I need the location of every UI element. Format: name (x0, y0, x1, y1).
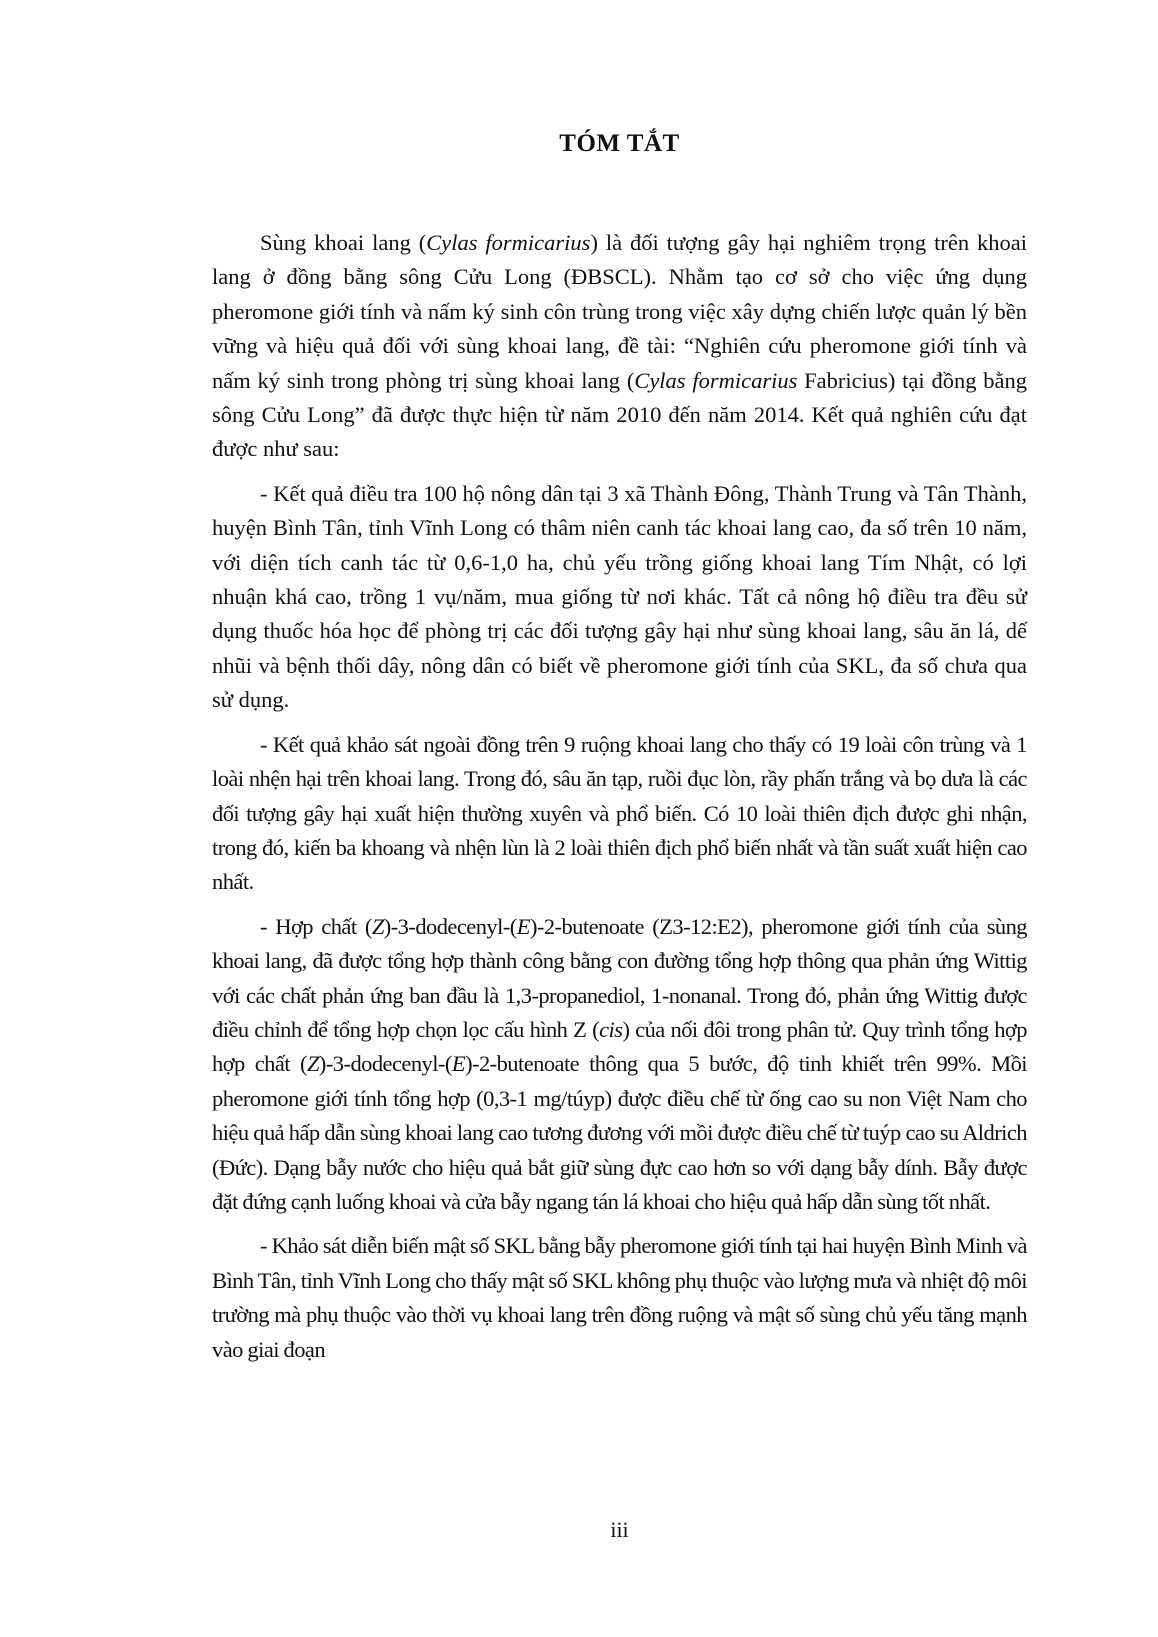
text-run: )-3-dodecenyl-( (318, 1051, 452, 1077)
text-run: - Kết quả điều tra 100 hộ nông dân tại 3 xã Thành Đông, Thành Trung và Tân Thành, huyện Bình Tân, tỉnh Vĩnh Long có thâm niên canh tác khoai lang cao, đa số trên 10 năm, với diện tích canh tác từ 0,6-1,0 ha, chủ yếu trồng giống khoai lang Tím Nhật, có lợi nhuận khá cao, trồng 1 vụ/năm, mua giống từ nơi khác. Tất cả nông hộ điều tra đều sử dụng thuốc hóa học để phòng trị các đối tượng gây hại như sùng khoai lang, sâu ăn lá, dế nhũi và bệnh thối dây, nông dân có biết về pheromone giới tính của SKL, đa số chưa qua sử dụng. (212, 480, 1027, 713)
italic-text: Cylas formicarius (426, 230, 591, 255)
italic-text: E (451, 1051, 466, 1077)
text-run: - Hợp chất ( (260, 913, 372, 939)
text-run: - Kết quả khảo sát ngoài đồng trên 9 ruộng khoai lang cho thấy có 19 loài côn trùng và 1 loài nhện hại trên khoai lang. Trong đó, sâu ăn tạp, ruồi đục lòn, rầy phấn trắng và bọ dưa là các đối tượng gây hại xuất hiện thường xuyên và phổ biến. Có 10 loài thiên địch được ghi nhận, trong đó, kiến ba khoang và nhện lùn là 2 loài thiên địch phổ biến nhất và tần suất xuất hiện cao nhất. (212, 731, 1027, 895)
text-run: )-3-dodecenyl-( (383, 913, 517, 939)
page-title: TÓM TẮT (559, 130, 680, 157)
text-run: ) là đối tượng gây hại nghiêm trọng trên khoai lang ở đồng bằng sông Cửu Long (ĐBSCL). Nhằm tạo cơ sở cho việc ứng dụng pheromone giới tính và nấm ký sinh côn trùng trong việc xây dựng chiến lược quản lý bền vững và hiệu quả đối với sùng khoai lang, đề tài: “Nghiên cứu pheromone giới tính và nấm ký sinh trong phòng trị sùng khoai lang ( (212, 230, 1027, 393)
text-run: Sùng khoai lang ( (260, 230, 427, 255)
paragraph-synthesis (212, 910, 1027, 1220)
italic-text: Z (306, 1051, 319, 1077)
text-run: ) của nối đôi trong phân tử. Quy trình tổng hợp hợp chất ( (212, 1016, 1027, 1077)
paragraph-field-survey (212, 728, 1027, 900)
paragraph-survey-farmers (212, 477, 1027, 718)
text-run: Z (573, 1016, 587, 1042)
text-run: )-2-butenoate (Z3-12:E2), pheromone giới tính của sùng khoai lang, đã được tổng hợp thành công bằng con đường tổng hợp thông qua phản ứng Wittig với các chất phản ứng ban đầu là 1,3-propanediol, 1-nonanal. Trong đó, phản ứng Wittig được điều chỉnh để tổng hợp chọn lọc cấu hình (212, 913, 1027, 1042)
italic-text: Cylas formicarius (634, 367, 798, 393)
text-run: ( (586, 1016, 600, 1042)
abstract-body (212, 226, 1027, 1377)
paragraph-density-survey (212, 1229, 1027, 1367)
page-number: iii (610, 1517, 629, 1542)
text-run: )-2-butenoate thông qua 5 bước, độ tinh khiết trên 99%. Mồi pheromone giới tính tổng hợp (0,3-1 mg/túyp) được điều chế từ ống cao su non Việt Nam cho hiệu quả hấp dẫn sùng khoai lang cao tương đương với mồi được điều chế từ tuýp cao su Aldrich (Đức). Dạng bẫy nước cho hiệu quả bắt giữ sùng đực cao hơn so với dạng bẫy dính. Bẫy được đặt đứng cạnh luống khoai và cửa bẫy ngang tán lá khoai cho hiệu quả hấp dẫn sùng tốt nhất. (212, 1051, 1027, 1214)
text-run: - Khảo sát diễn biến mật số SKL bằng bẫy pheromone giới tính tại hai huyện Bình Minh và Bình Tân, tỉnh Vĩnh Long cho thấy mật số SKL không phụ thuộc vào lượng mưa và nhiệt độ môi trường mà phụ thuộc vào thời vụ khoai lang trên đồng ruộng và mật số sùng chủ yếu tăng mạnh vào giai đoạn (212, 1233, 1027, 1362)
paragraph-intro (212, 226, 1027, 467)
italic-text: E (516, 913, 530, 939)
italic-text: Z (371, 913, 384, 939)
text-run: Fabricius) tại đồng bằng sông Cửu Long” đã được thực hiện từ năm 2010 đến năm 2014. Kết quả nghiên cứu đạt được như sau: (212, 367, 1027, 462)
italic-text: cis (599, 1016, 623, 1042)
